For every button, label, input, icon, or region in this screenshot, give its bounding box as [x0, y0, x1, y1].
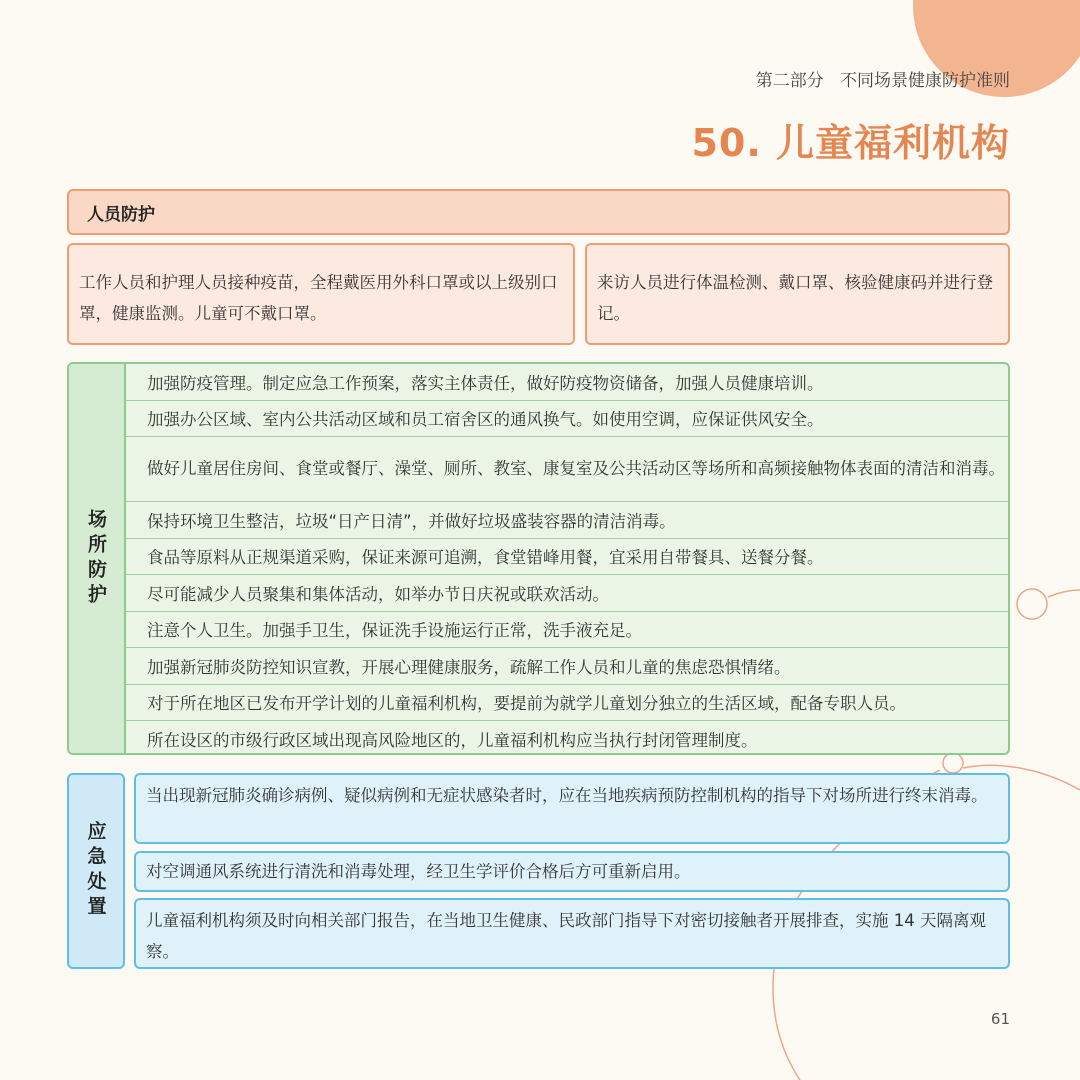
personnel-visitor-text: 来访人员进行体温检测、戴口罩、核验健康码并进行登记。 [585, 243, 1010, 345]
page-number: 61 [990, 1010, 1010, 1028]
list-item: 保持环境卫生整洁，垃圾“日产日清”，并做好垃圾盛装容器的清洁消毒。 [126, 502, 1008, 539]
emergency-item: 当出现新冠肺炎确诊病例、疑似病例和无症状感染者时，应在当地疾病预防控制机构的指导下对场所进行终末消毒。 [134, 773, 1010, 844]
list-item: 注意个人卫生。加强手卫生，保证洗手设施运行正常，洗手液充足。 [126, 612, 1008, 649]
list-item: 尽可能减少人员聚集和集体活动，如举办节日庆祝或联欢活动。 [126, 575, 1008, 612]
emergency-item: 儿童福利机构须及时向相关部门报告，在当地卫生健康、民政部门指导下对密切接触者开展排查，实施 14 天隔离观察。 [134, 898, 1010, 969]
personnel-section-title: 人员防护 [67, 189, 1010, 235]
list-item: 加强新冠肺炎防控知识宣教，开展心理健康服务，疏解工作人员和儿童的焦虑恐惧情绪。 [126, 648, 1008, 685]
venue-label-box [69, 364, 126, 753]
list-item: 做好儿童居住房间、食堂或餐厅、澡堂、厕所、教室、康复室及公共活动区等场所和高频接触物体表面的清洁和消毒。 [126, 437, 1008, 502]
list-item: 对于所在地区已发布开学计划的儿童福利机构，要提前为就学儿童划分独立的生活区域，配备专职人员。 [126, 685, 1008, 722]
section-label: 不同场景健康防护准则 [840, 71, 1010, 91]
list-item: 加强办公区域、室内公共活动区域和员工宿舍区的通风换气。如使用空调，应保证供风安全。 [126, 401, 1008, 438]
page-title: 50. 儿童福利机构 [691, 121, 1010, 165]
part-label: 第二部分 [755, 71, 824, 91]
emergency-item: 对空调通风系统进行清洗和消毒处理，经卫生学评价合格后方可重新启用。 [134, 851, 1010, 892]
personnel-staff-text: 工作人员和护理人员接种疫苗，全程戴医用外科口罩或以上级别口罩，健康监测。儿童可不戴口罩。 [67, 243, 575, 345]
venue-section [67, 362, 1010, 755]
venue-label: 场所防护 [85, 508, 107, 609]
emergency-label-box [67, 773, 125, 969]
list-item: 食品等原料从正规渠道采购，保证来源可追溯，食堂错峰用餐，宜采用自带餐具、送餐分餐。 [126, 539, 1008, 576]
list-item: 加强防疫管理。制定应急工作预案，落实主体责任，做好防疫物资储备，加强人员健康培训。 [126, 364, 1008, 401]
emergency-label: 应急处置 [84, 821, 107, 921]
list-item: 所在设区的市级行政区域出现高风险地区的，儿童福利机构应当执行封闭管理制度。 [147, 731, 758, 751]
venue-list [126, 364, 1008, 753]
section-header [756, 66, 1010, 91]
